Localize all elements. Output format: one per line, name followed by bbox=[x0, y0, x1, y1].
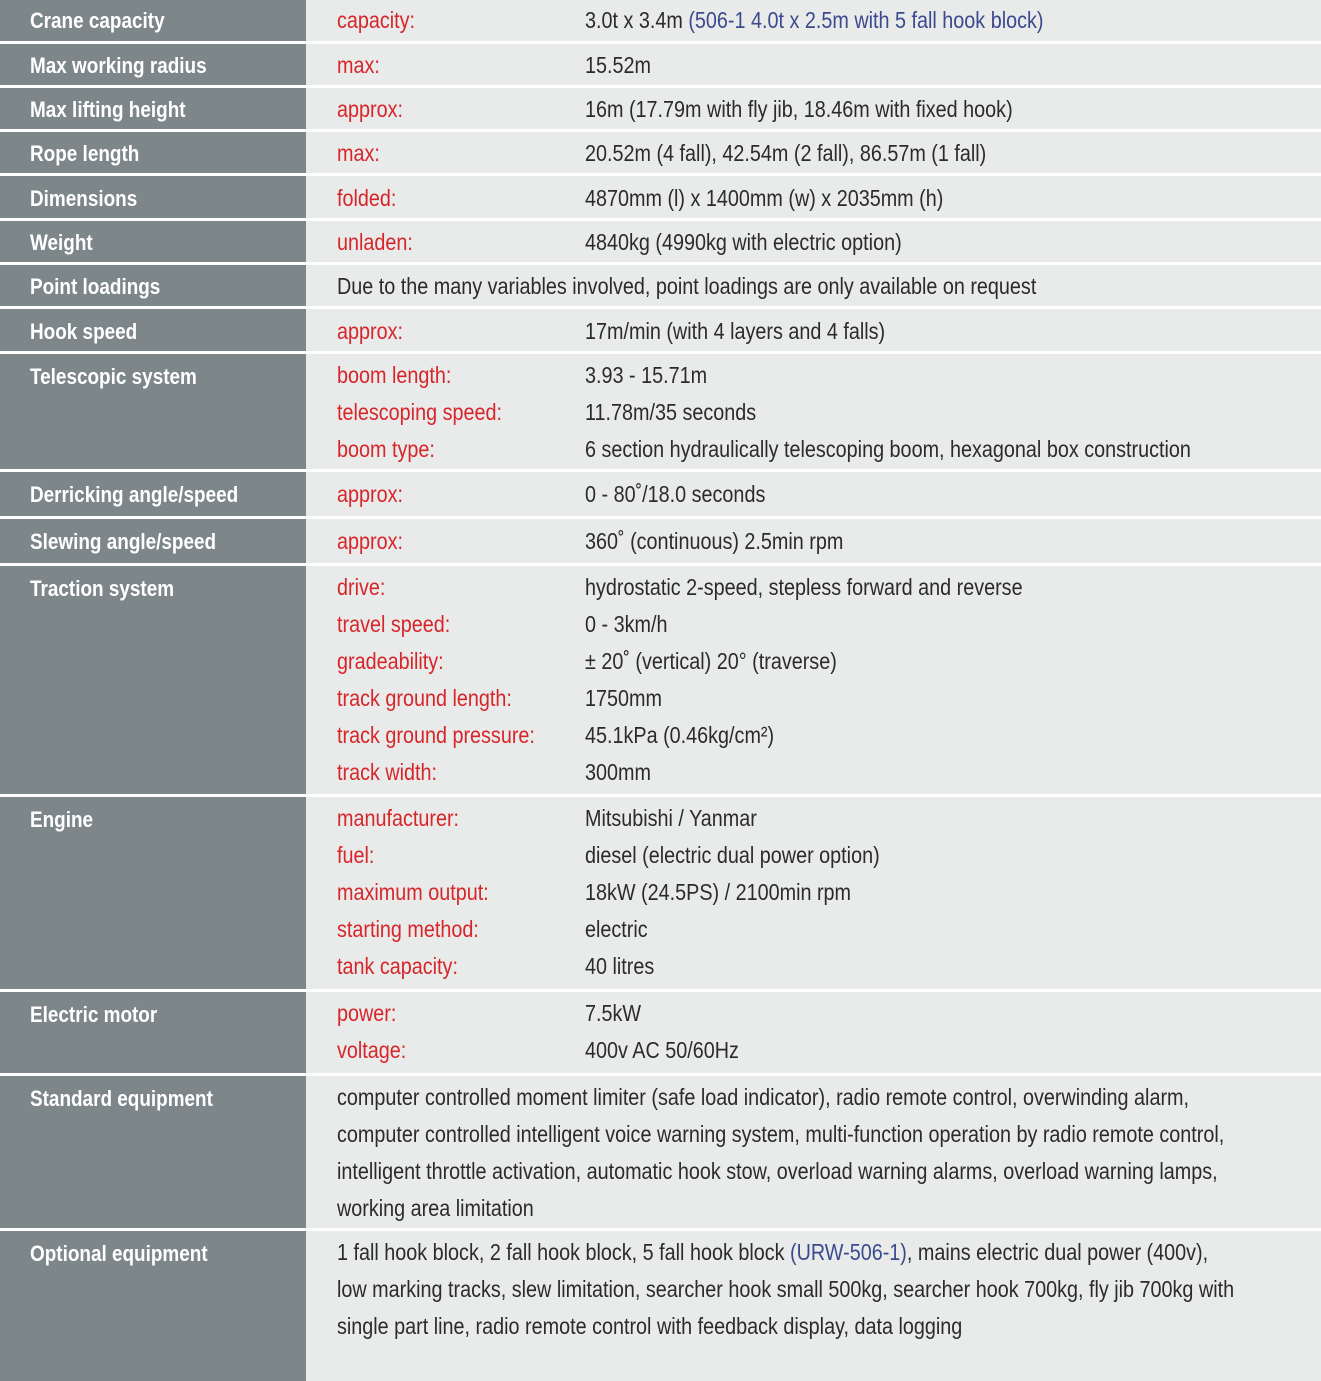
row-hook-speed bbox=[0, 309, 1321, 351]
spec-value: 11.78m/35 seconds bbox=[585, 399, 757, 425]
row-max-lifting-height bbox=[0, 88, 1321, 129]
equipment-line: working area limitation bbox=[337, 1195, 534, 1221]
spec-key: maximum output: bbox=[337, 879, 489, 905]
row-label-cell bbox=[0, 221, 306, 262]
optional-text: , mains electric dual power (400v), bbox=[906, 1239, 1209, 1265]
value-cell bbox=[557, 44, 1321, 85]
equipment-line: intelligent throttle activation, automatic hook stow, overload warning alarms, overload warning lamps, bbox=[337, 1158, 1218, 1184]
spec-note: Due to the many variables involved, point loadings are only available on request bbox=[337, 273, 1037, 299]
key-cell bbox=[309, 88, 554, 129]
spec-key: voltage: bbox=[337, 1037, 407, 1063]
row-label: Electric motor bbox=[30, 1002, 158, 1027]
row-label: Point loadings bbox=[30, 274, 161, 299]
row-label-cell bbox=[0, 1076, 306, 1228]
spec-value: hydrostatic 2-speed, stepless forward and reverse bbox=[585, 574, 1023, 600]
row-label-cell bbox=[0, 265, 306, 306]
spec-value: 6 section hydraulically telescoping boom, hexagonal box construction bbox=[585, 436, 1191, 462]
key-cell bbox=[309, 0, 554, 41]
value-cell bbox=[557, 309, 1321, 351]
value-cell bbox=[557, 88, 1321, 129]
spec-key: gradeability: bbox=[337, 648, 444, 674]
equipment-line: single part line, radio remote control with feedback display, data logging bbox=[337, 1313, 963, 1339]
row-label: Crane capacity bbox=[30, 8, 165, 33]
row-label-cell bbox=[0, 132, 306, 173]
row-label: Engine bbox=[30, 807, 94, 832]
value-cell bbox=[557, 472, 1321, 516]
spec-key: boom type: bbox=[337, 436, 435, 462]
row-point-loadings bbox=[0, 265, 1321, 306]
spec-key: boom length: bbox=[337, 362, 452, 388]
row-label: Standard equipment bbox=[30, 1086, 213, 1111]
key-cell bbox=[309, 566, 554, 794]
spec-key: travel speed: bbox=[337, 611, 451, 637]
wide-value-cell bbox=[309, 1076, 1321, 1228]
spec-value: 4870mm (l) x 1400mm (w) x 2035mm (h) bbox=[585, 185, 944, 211]
spec-value: 20.52m (4 fall), 42.54m (2 fall), 86.57m (1 fall) bbox=[585, 140, 987, 166]
row-label: Dimensions bbox=[30, 186, 138, 211]
key-cell bbox=[309, 44, 554, 85]
spec-value: 0 - 3km/h bbox=[585, 611, 668, 637]
spec-key: track width: bbox=[337, 759, 438, 785]
spec-value: Mitsubishi / Yanmar bbox=[585, 805, 757, 831]
equipment-line: low marking tracks, slew limitation, searcher hook small 500kg, searcher hook 700kg, fly jib 700kg with bbox=[337, 1276, 1235, 1302]
row-label-cell bbox=[0, 797, 306, 989]
row-rope-length bbox=[0, 132, 1321, 173]
row-standard-equipment bbox=[0, 1076, 1321, 1228]
spec-key: telescoping speed: bbox=[337, 399, 502, 425]
spec-value: electric bbox=[585, 916, 648, 942]
value-cell bbox=[557, 132, 1321, 173]
row-label-cell bbox=[0, 472, 306, 516]
row-label-cell bbox=[0, 88, 306, 129]
spec-value: 360˚ (continuous) 2.5min rpm bbox=[585, 528, 844, 554]
equipment-line: computer controlled intelligent voice warning system, multi-function operation by radio remote control, bbox=[337, 1121, 1225, 1147]
spec-key: approx: bbox=[337, 318, 403, 344]
spec-value: 18kW (24.5PS) / 2100min rpm bbox=[585, 879, 852, 905]
row-optional-equipment bbox=[0, 1231, 1321, 1381]
value-cell bbox=[557, 176, 1321, 218]
row-electric-motor bbox=[0, 992, 1321, 1073]
spec-value: 0 - 80˚/18.0 seconds bbox=[585, 481, 766, 507]
row-label-cell bbox=[0, 309, 306, 351]
spec-value: 17m/min (with 4 layers and 4 falls) bbox=[585, 318, 886, 344]
spec-value: 3.93 - 15.71m bbox=[585, 362, 708, 388]
spec-value: 15.52m bbox=[585, 52, 651, 78]
spec-key: max: bbox=[337, 140, 380, 166]
row-derricking bbox=[0, 472, 1321, 516]
spec-value: 1750mm bbox=[585, 685, 662, 711]
value-cell bbox=[557, 797, 1321, 989]
key-cell bbox=[309, 472, 554, 516]
value-cell bbox=[557, 354, 1321, 469]
key-cell bbox=[309, 309, 554, 351]
row-label-cell bbox=[0, 354, 306, 469]
key-cell bbox=[309, 797, 554, 989]
spec-key: drive: bbox=[337, 574, 386, 600]
spec-key: folded: bbox=[337, 185, 397, 211]
spec-value bbox=[585, 2, 1218, 39]
row-label: Derricking angle/speed bbox=[30, 482, 239, 507]
spec-key: tank capacity: bbox=[337, 953, 458, 979]
optional-text: 1 fall hook block, 2 fall hook block, 5 fall hook block bbox=[337, 1239, 791, 1265]
equipment-line bbox=[337, 1234, 1209, 1271]
key-cell bbox=[309, 221, 554, 262]
row-label: Hook speed bbox=[30, 319, 138, 344]
row-label-cell bbox=[0, 566, 306, 794]
row-label-cell bbox=[0, 176, 306, 218]
row-label: Traction system bbox=[30, 576, 175, 601]
model-code: (URW-506-1) bbox=[790, 1239, 907, 1265]
spec-value: 7.5kW bbox=[585, 1000, 642, 1026]
row-engine bbox=[0, 797, 1321, 989]
spec-key: capacity: bbox=[337, 7, 416, 33]
spec-value: diesel (electric dual power option) bbox=[585, 842, 880, 868]
equipment-line: computer controlled moment limiter (safe load indicator), radio remote control, overwinding alarm, bbox=[337, 1084, 1190, 1110]
value-cell bbox=[557, 0, 1321, 41]
row-label-cell bbox=[0, 1231, 306, 1381]
key-cell bbox=[309, 132, 554, 173]
spec-value: 16m (17.79m with fly jib, 18.46m with fixed hook) bbox=[585, 96, 1013, 122]
wide-value-cell bbox=[309, 1231, 1321, 1381]
spec-value: 45.1kPa (0.46kg/cm²) bbox=[585, 722, 775, 748]
key-cell bbox=[309, 992, 554, 1073]
row-crane-capacity bbox=[0, 0, 1321, 41]
spec-key: unladen: bbox=[337, 229, 413, 255]
spec-key: manufacturer: bbox=[337, 805, 460, 831]
wide-value-cell bbox=[309, 265, 1321, 306]
spec-key: starting method: bbox=[337, 916, 479, 942]
value-cell bbox=[557, 519, 1321, 563]
row-label: Max working radius bbox=[30, 53, 207, 78]
row-weight bbox=[0, 221, 1321, 262]
row-traction-system bbox=[0, 566, 1321, 794]
spec-key: track ground length: bbox=[337, 685, 512, 711]
row-label: Slewing angle/speed bbox=[30, 529, 217, 554]
row-label: Max lifting height bbox=[30, 97, 186, 122]
spec-value: 400v AC 50/60Hz bbox=[585, 1037, 739, 1063]
value-cell bbox=[557, 221, 1321, 262]
spec-key: track ground pressure: bbox=[337, 722, 535, 748]
spec-key: approx: bbox=[337, 96, 403, 122]
row-telescopic-system bbox=[0, 354, 1321, 469]
row-dimensions bbox=[0, 176, 1321, 218]
key-cell bbox=[309, 519, 554, 563]
row-label: Telescopic system bbox=[30, 364, 197, 389]
row-label-cell bbox=[0, 44, 306, 85]
capacity-note: (506-1 4.0t x 2.5m with 5 fall hook block) bbox=[688, 7, 1044, 33]
row-label-cell bbox=[0, 992, 306, 1073]
row-slewing bbox=[0, 519, 1321, 563]
spec-value: 40 litres bbox=[585, 953, 655, 979]
spec-key: max: bbox=[337, 52, 380, 78]
row-label-cell bbox=[0, 0, 306, 41]
key-cell bbox=[309, 354, 554, 469]
spec-value: 300mm bbox=[585, 759, 651, 785]
spec-value: 4840kg (4990kg with electric option) bbox=[585, 229, 902, 255]
row-label: Rope length bbox=[30, 141, 140, 166]
row-max-working-radius bbox=[0, 44, 1321, 85]
spec-value: ± 20˚ (vertical) 20° (traverse) bbox=[585, 648, 837, 674]
spec-key: approx: bbox=[337, 528, 403, 554]
row-label: Optional equipment bbox=[30, 1241, 208, 1266]
capacity-value: 3.0t x 3.4m bbox=[585, 7, 689, 33]
value-cell bbox=[557, 566, 1321, 794]
row-label: Weight bbox=[30, 230, 93, 255]
spec-key: power: bbox=[337, 1000, 397, 1026]
row-label-cell bbox=[0, 519, 306, 563]
spec-key: approx: bbox=[337, 481, 403, 507]
key-cell bbox=[309, 176, 554, 218]
value-cell bbox=[557, 992, 1321, 1073]
spec-key: fuel: bbox=[337, 842, 375, 868]
